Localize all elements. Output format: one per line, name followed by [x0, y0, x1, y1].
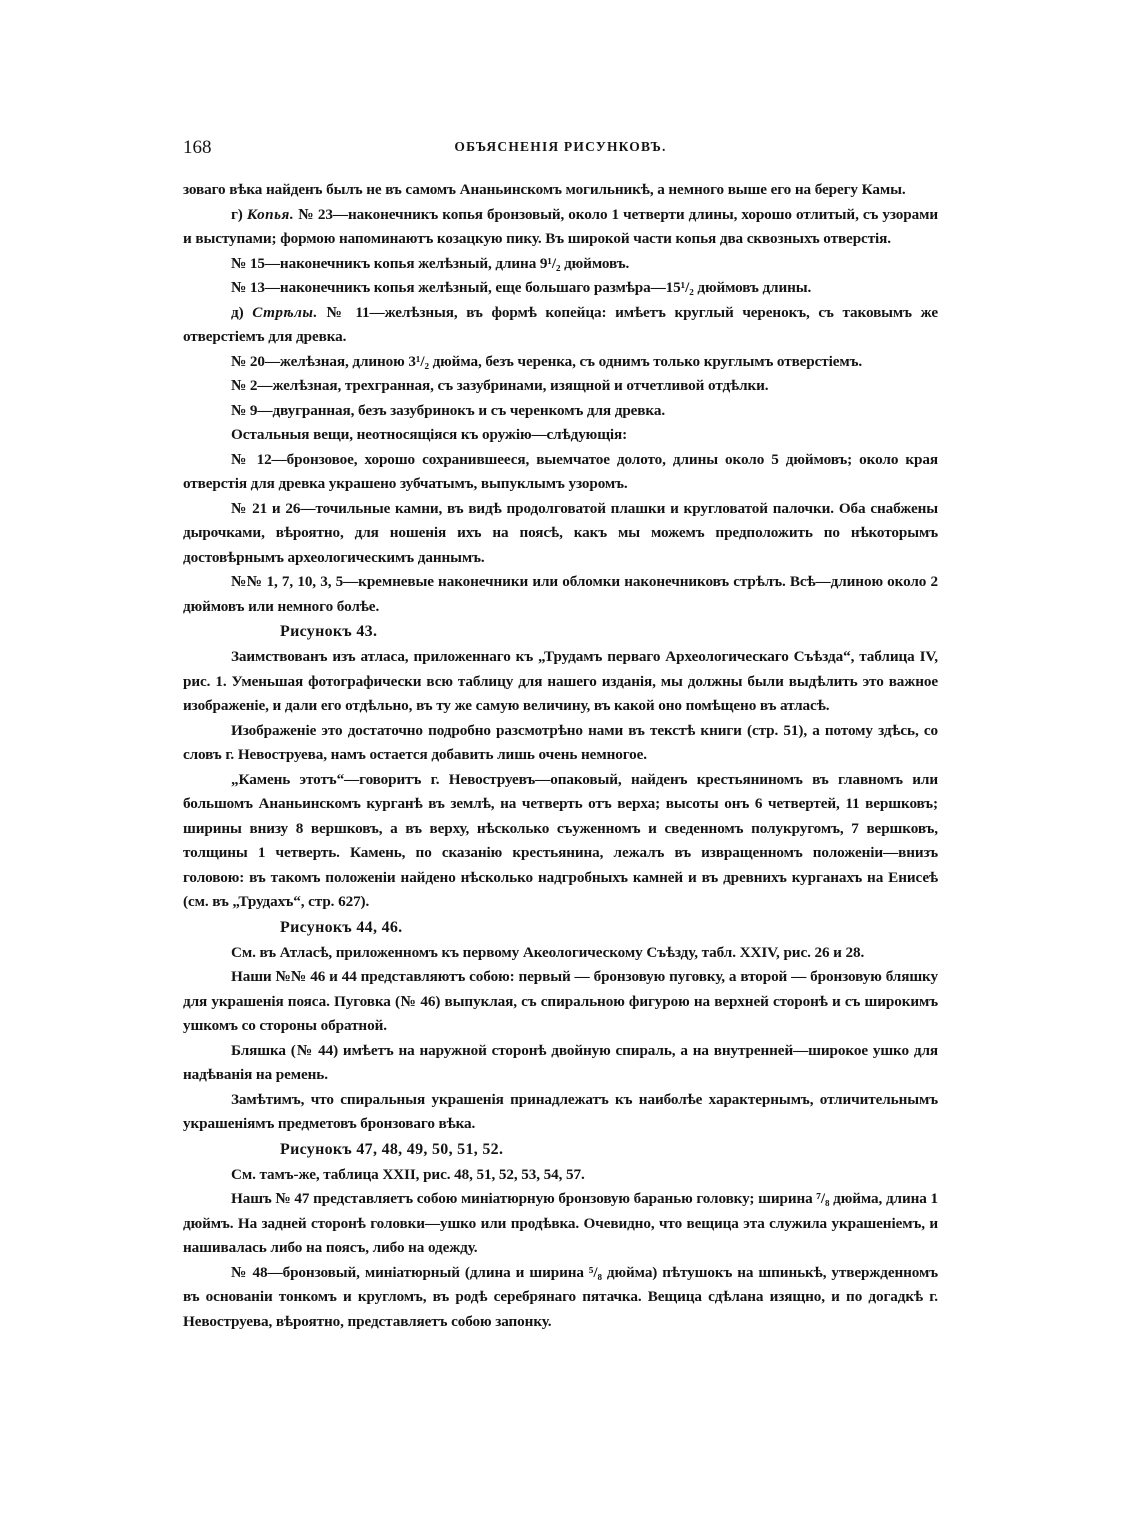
paragraph-item: № 21 и 26—точильные камни, въ видѣ продолговатой плашки и кругловатой палочки. Оба снабжены дырочками, вѣроятно, для ношенія ихъ на поясѣ, какъ мы можемъ предположить по нѣкоторымъ достовѣрнымъ археологическимъ даннымъ.	[183, 499, 938, 566]
paragraph-text: Бляшка (№ 44) имѣетъ на наружной сторонѣ двойную спираль, а на внутренней—широкое ушко для надѣванія на ремень.	[183, 1041, 938, 1083]
paragraph-arrows	[183, 301, 938, 350]
subheading-spears: Копья.	[246, 205, 295, 223]
paragraph-quote: „Камень этотъ“—говоритъ г. Невоструевъ—опаковый, найденъ крестьяниномъ въ главномъ или большомъ Ананьинскомъ курганѣ въ землѣ, на четверть отъ верха; высоты онъ 6 четвертей, 11 вершковъ; ширины внизу 8 вершковъ, а въ верху, нѣсколько съуженномъ и сведенномъ полукругомъ, 7 вершковъ, толщины 1 четверть. Камень, по сказанію крестьянина, лежалъ въ извращенномъ положеніи—внизъ головою: въ такомъ положеніи найдено нѣсколько надгробныхъ камней и въ древнихъ курганахъ на Енисеѣ (см. въ „Трудахъ“, стр. 627).	[183, 770, 938, 910]
paragraph-text: Замѣтимъ, что спиральныя украшенія принадлежатъ къ наиболѣе характернымъ, отличительнымъ украшеніямъ предметовъ бронзоваго вѣка.	[183, 1090, 938, 1132]
paragraph-item: № 13—наконечникъ копья желѣзный, еще большаго размѣра—15¹/₂ дюймовъ длины.	[231, 279, 812, 296]
paragraph-text: Нашъ № 47 представляетъ собою миніатюрную бронзовую баранью головку; ширина ⁷/₈ дюйма, длина 1 дюймъ. На задней сторонѣ головки—ушко или продѣвка. Очевидно, что вещица эта служила украшеніемъ, и нашивалась либо на поясъ, либо на одежду.	[183, 1190, 938, 1256]
paragraph-spears	[183, 203, 938, 252]
heading-number: 47, 48, 49, 50, 51, 52.	[356, 1140, 504, 1158]
paragraph-text: См. тамъ-же, таблица XXII, рис. 48, 51, 52, 53, 54, 57.	[231, 1165, 585, 1183]
subheading-arrows: Стрѣлы.	[252, 303, 318, 321]
heading-label: Рисунокъ	[280, 918, 353, 936]
heading-label: Рисунокъ	[280, 623, 353, 640]
section-heading-figure-44	[183, 915, 938, 941]
paragraph-text: № 23—наконечникъ копья бронзовый, около 1 четверти длины, хорошо отлитый, съ узорами и выступами; формою напоминаютъ козацкую пику. Въ широкой части копья два сквозныхъ отверстія.	[183, 205, 938, 247]
list-label: г)	[231, 205, 243, 223]
heading-label: Рисунокъ	[280, 1140, 353, 1158]
list-label: д)	[231, 303, 244, 321]
heading-number: 43.	[356, 623, 378, 640]
paragraph-item: Остальныя вещи, неотносящіяся къ оружію—слѣдующія:	[231, 426, 628, 443]
page-number: 168	[183, 137, 212, 158]
paragraph-item: № 15—наконечникъ копья желѣзный, длина 9¹/₂ дюймовъ.	[231, 254, 630, 272]
paragraph-text: Наши №№ 46 и 44 представляютъ собою: первый — бронзовую пуговку, а второй — бронзовую бляшку для украшенія пояса. Пуговка (№ 46) выпуклая, съ спиральною фигурою на верхней сторонѣ и съ широкимъ ушкомъ со стороны обратной.	[183, 968, 938, 1034]
paragraph-item: № 12—бронзовое, хорошо сохранившееся, выемчатое долото, длины около 5 дюймовъ; около края отверстія для древка украшено зубчатымъ, выпуклымъ узоромъ.	[183, 450, 938, 492]
paragraph-item: № 2—желѣзная, трехгранная, съ зазубринами, изящной и отчетливой отдѣлки.	[231, 377, 769, 394]
paragraph-continuation: зоваго вѣка найденъ былъ не въ самомъ Ананьинскомъ могильникѣ, а немного выше его на берегу Камы.	[183, 181, 906, 198]
paragraph-text: См. въ Атласѣ, приложенномъ къ первому Акеологическому Съѣзду, табл. XXIV, рис. 26 и 28.	[231, 943, 865, 961]
paragraph-text: № 11—желѣзныя, въ формѣ копейца: имѣетъ круглый черенокъ, съ таковымъ же отверстіемъ для древка.	[183, 303, 938, 345]
page-body	[183, 178, 938, 1334]
paragraph-item: № 9—двугранная, безъ зазубринокъ и съ черенкомъ для древка.	[231, 401, 666, 419]
paragraph-text: Изображеніе это достаточно подробно разсмотрѣно нами въ текстѣ книги (стр. 51), а потому здѣсь, со словъ г. Невоструева, намъ остается добавить лишь очень немногое.	[183, 721, 938, 763]
paragraph-text: № 48—бронзовый, миніатюрный (длина и ширина ⁵/₈ дюйма) пѣтушокъ на шпинькѣ, утвержденномъ въ основаніи тонкомъ и кругломъ, въ родѣ серебрянаго пятачка. Вещица сдѣлана изящно, и по догадкѣ г. Невоструева, вѣроятно, представляетъ собою запонку.	[183, 1263, 938, 1330]
paragraph-item: № 20—желѣзная, длиною 3¹/₂ дюйма, безъ черенка, съ однимъ только круглымъ отверстіемъ.	[231, 352, 863, 370]
section-heading-figure-47	[183, 1137, 938, 1163]
running-title: ОБЪЯСНЕНІЯ РИСУНКОВЪ.	[454, 139, 667, 154]
paragraph-item: №№ 1, 7, 10, 3, 5—кремневые наконечники или обломки наконечниковъ стрѣлъ. Всѣ—длиною около 2 дюймовъ или немного болѣе.	[183, 573, 938, 615]
section-heading-figure-43	[183, 619, 938, 645]
paragraph-text: Заимствованъ изъ атласа, приложеннаго къ „Трудамъ перваго Археологическаго Съѣзда“, таблица IV, рис. 1. Уменьшая фотографически всю таблицу для нашего изданія, мы должны были выдѣлить это важное изображеніе, и дали его отдѣльно, въ ту же самую величину, въ какой оно помѣщено въ атласѣ.	[183, 648, 938, 714]
page-header	[183, 137, 938, 161]
heading-number: 44, 46.	[356, 918, 403, 936]
